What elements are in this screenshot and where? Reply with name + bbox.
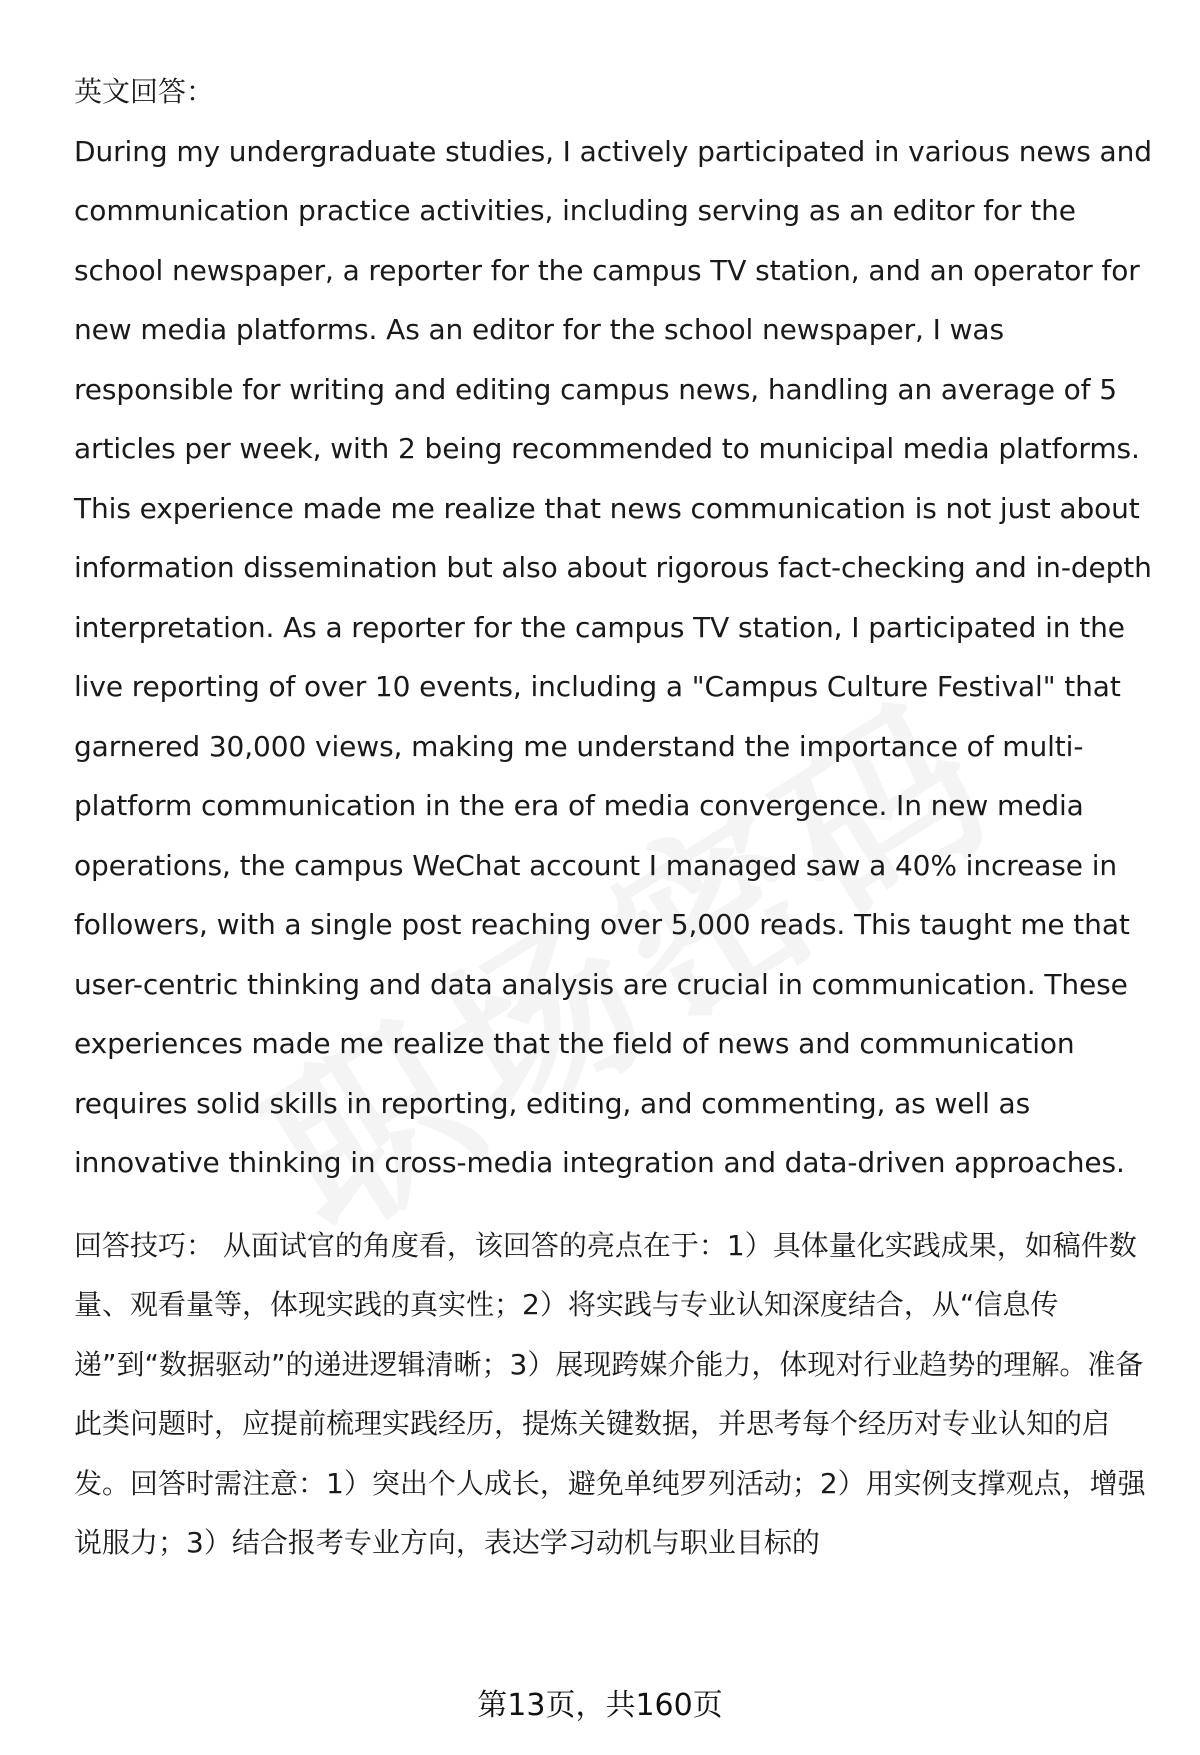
page-footer: 第13页，共160页 (477, 1688, 723, 1723)
answer-paragraph: During my undergraduate studies, I actively participated in various news and communication practice activities, including serving as an editor for the school newspaper, a reporter for the campus TV station, and an operator for new media platforms. As an editor for the school newspaper, I was responsible for writing and editing campus news, handling an average of 5 articles per week, with 2 being recommended to municipal media platforms. This experience made me realize that news communication is not just about information dissemination but also about rigorous fact-checking and in-depth interpretation. As a reporter for the campus TV station, I participated in the live reporting of over 10 events, including a "Campus Culture Festival" that garnered 30,000 views, making me understand the importance of multi-platform communication in the era of media convergence. In new media operations, the campus WeChat account I managed saw a 40% increase in followers, with a single post reaching over 5,000 reads. This taught me that user-centric thinking and data analysis are crucial in communication. These experiences made me realize that the field of news and communication requires solid skills in reporting, editing, and commenting, as well as innovative thinking in cross-media integration and data-driven approaches. (74, 134, 1152, 1179)
section-label: 英文回答： (74, 75, 215, 108)
tips-paragraph: 回答技巧： 从面试官的角度看，该回答的亮点在于：1）具体量化实践成果，如稿件数量、观看量等，体现实践的真实性；2）将实践与专业认知深度结合，从“信息传递”到“数据驱动”的递进逻辑清晰；3）展现跨媒介能力，体现对行业趋势的理解。准备此类问题时，应提前梳理实践经历，提炼关键数据，并思考每个经历对专业认知的启发。回答时需注意：1）突出个人成长，避免单纯罗列活动；2）用实例支撑观点，增强说服力；3）结合报考专业方向，表达学习动机与职业目标的 (74, 1228, 1146, 1559)
page-content (74, 62, 1160, 1573)
